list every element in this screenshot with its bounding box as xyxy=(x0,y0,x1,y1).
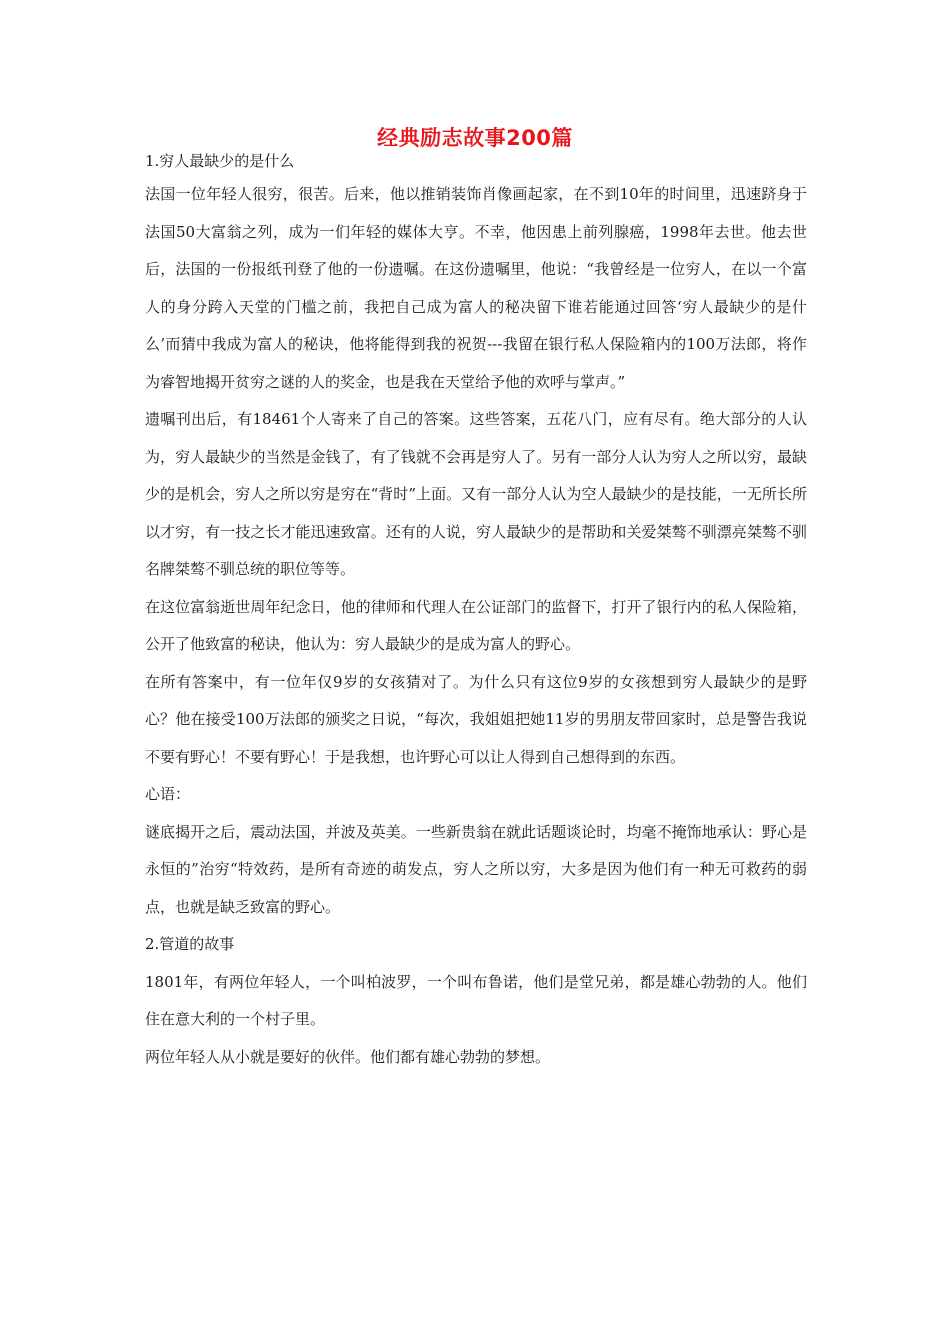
section-heading: 1.穷人最缺少的是什么 xyxy=(145,152,295,170)
paragraph: 法国一位年轻人很穷，很苦。后来，他以推销装饰肖像画起家，在不到10年的时间里，迅速跻身于法国50大富翁之列，成为一们年轻的媒体大亨。不幸，他因患上前列腺癌，1998年去世。他去世后，法国的一份报纸刊登了他的一份遗嘱。在这份遗嘱里，他说：“我曾经是一位穷人，在以一个富人的身分跨入天堂的门槛之前，我把自己成为富人的秘决留下谁若能通过回答‘穷人最缺少的是什么’而猜中我成为富人的秘诀，他将能得到我的祝贺---我留在银行私人保险箱内的100万法郎，将作为睿智地揭开贫穷之谜的人的奖金，也是我在天堂给予他的欢呼与掌声。” xyxy=(145,185,807,391)
paragraph: 在这位富翁逝世周年纪念日，他的律师和代理人在公证部门的监督下，打开了银行内的私人保险箱，公开了他致富的秘诀，他认为：穷人最缺少的是成为富人的野心。 xyxy=(145,597,807,653)
paragraph: 在所有答案中，有一位年仅9岁的女孩猜对了。为什么只有这位9岁的女孩想到穷人最缺少的是野心？他在接受100万法郎的颁奖之日说，“每次，我姐姐把她11岁的男朋友带回家时，总是警告我说不要有野心！不要有野心！于是我想，也许野心可以让人得到自己想得到的东西。 xyxy=(145,672,807,766)
paragraph: 两位年轻人从小就是要好的伙伴。他们都有雄心勃勃的梦想。 xyxy=(145,1047,551,1066)
document-title: 经典励志故事200篇 xyxy=(377,126,573,150)
section-heading: 2.管道的故事 xyxy=(145,935,235,953)
paragraph: 遗嘱刊出后，有18461个人寄来了自己的答案。这些答案，五花八门，应有尽有。绝大部分的人认为，穷人最缺少的当然是金钱了，有了钱就不会再是穷人了。另有一部分人认为穷人之所以穷，最缺少的是机会，穷人之所以穷是穷在“背时”上面。又有一部分人认为空人最缺少的是技能，一无所长所以才穷，有一技之长才能迅速致富。还有的人说，穷人最缺少的是帮助和关爱桀骜不驯漂亮桀骜不驯名牌桀骜不驯总统的职位等等。 xyxy=(145,410,807,578)
paragraph: 1801年，有两位年轻人，一个叫柏波罗，一个叫布鲁诺，他们是堂兄弟，都是雄心勃勃的人。他们住在意大利的一个村子里。 xyxy=(145,972,807,1028)
paragraph-label: 心语： xyxy=(145,785,191,803)
paragraph: 谜底揭开之后，震动法国，并波及英美。一些新贵翁在就此话题谈论时，均毫不掩饰地承认：野心是永恒的”治穷“特效药，是所有奇迹的萌发点，穷人之所以穷，大多是因为他们有一种无可救药的弱点，也就是缺乏致富的野心。 xyxy=(145,822,807,916)
document-body xyxy=(145,146,807,1076)
story-section-2 xyxy=(145,926,807,1076)
story-section-1 xyxy=(145,146,807,926)
